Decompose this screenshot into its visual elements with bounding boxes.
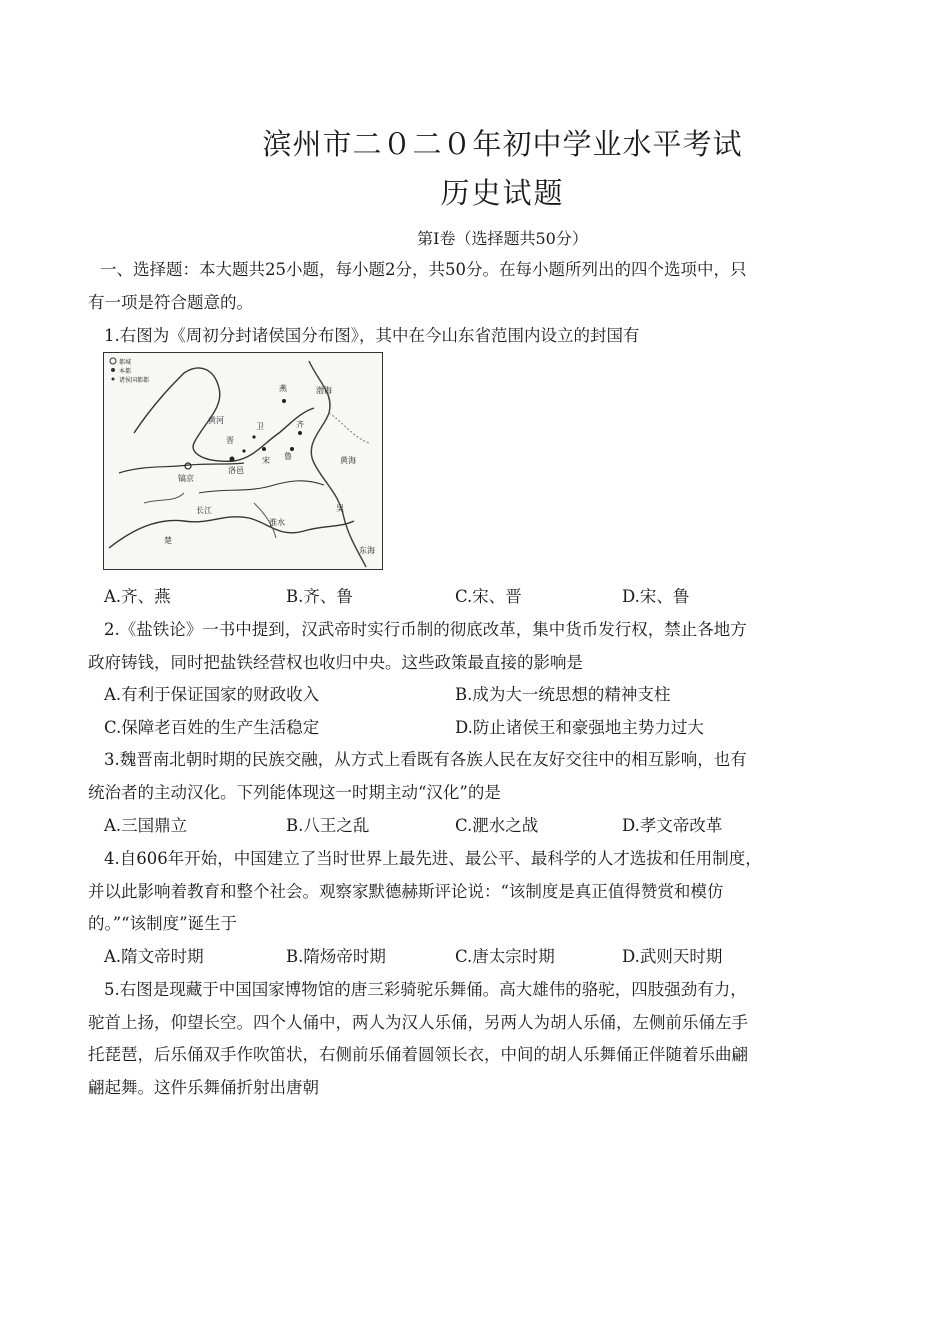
legend-label-city: 本都 [119, 368, 132, 375]
label-lu: 鲁 [284, 452, 292, 461]
q3-option-d[interactable]: D.孝文帝改革 [622, 816, 723, 835]
q3-option-b[interactable]: B.八王之乱 [286, 816, 370, 835]
label-haojing: 镐京 [178, 474, 194, 483]
q4-option-a[interactable]: A.隋文帝时期 [104, 947, 204, 966]
q2-option-c[interactable]: C.保障老百姓的生产生活稳定 [104, 718, 320, 737]
q4-option-d[interactable]: D.武则天时期 [622, 947, 723, 966]
huai-river [199, 481, 324, 493]
label-yan: 燕 [279, 384, 287, 393]
q1-option-d[interactable]: D.宋、鲁 [622, 587, 690, 606]
q3-option-c[interactable]: C.淝水之战 [455, 816, 539, 835]
question-4-stem-line-1: 4.自606年开始，中国建立了当时世界上最先进、最公平、最科学的人才选拔和任用制度， [104, 849, 762, 868]
label-bohai: 渤海 [316, 386, 332, 395]
wei-river [119, 463, 244, 473]
label-yellow-river: 黄河 [208, 416, 224, 425]
section-heading: 第Ⅰ卷（选择题共50分） [417, 229, 588, 248]
label-yangtze: 长江 [196, 506, 212, 515]
question-2-stem-line-1: 2.《盐铁论》一书中提到，汉武帝时实行币制的彻底改革，集中货币发行权，禁止各地方 [104, 620, 747, 639]
label-chu: 楚 [164, 536, 172, 545]
q2-option-b[interactable]: B.成为大一统思想的精神支柱 [455, 685, 671, 704]
map-legend [110, 358, 149, 384]
luoyi-marker [230, 457, 235, 462]
haojing-marker [185, 463, 191, 469]
question-1-stem: 1.右图为《周初分封诸侯国分布图》，其中在今山东省范围内设立的封国有 [104, 326, 640, 345]
q4-option-c[interactable]: C.唐太宗时期 [455, 947, 555, 966]
label-song: 宋 [262, 456, 270, 465]
label-east-sea: 东海 [359, 546, 375, 555]
question-3-stem-line-2: 统治者的主动汉化。下列能体现这一时期主动“汉化”的是 [88, 783, 501, 802]
question-3-stem-line-1: 3.魏晋南北朝时期的民族交融，从方式上看既有各族人民在友好交往中的相互影响，也有 [104, 750, 747, 769]
q3-option-a[interactable]: A.三国鼎立 [104, 816, 188, 835]
q2-option-d[interactable]: D.防止诸侯王和豪强地主势力过大 [455, 718, 704, 737]
yangtze-river [109, 517, 354, 548]
legend-label-fief: 诸侯国都都 [119, 377, 150, 384]
exam-title: 滨州市二０二０年初中学业水平考试 [262, 127, 743, 161]
label-yellow-sea: 黄海 [340, 456, 356, 465]
q2-option-a[interactable]: A.有利于保证国家的财政收入 [104, 685, 320, 704]
zhou-fief-map [103, 352, 383, 570]
q1-option-a[interactable]: A.齐、燕 [104, 587, 171, 606]
question-5-stem-line-1: 5.右图是现藏于中国国家博物馆的唐三彩骑驼乐舞俑。高大雄伟的骆驼，四肢强劲有力， [104, 980, 747, 999]
q4-option-b[interactable]: B.隋炀帝时期 [286, 947, 386, 966]
legend-label-capital: 都城 [119, 359, 132, 366]
question-4-stem-line-3: 的。”“该制度”诞生于 [88, 914, 238, 933]
question-5-stem-line-4: 翩起舞。这件乐舞俑折射出唐朝 [88, 1078, 319, 1097]
exam-subtitle: 历史试题 [440, 176, 565, 210]
q1-option-c[interactable]: C.宋、晋 [455, 587, 522, 606]
question-5-stem-line-3: 托琵琶，后乐俑双手作吹笛状，右侧前乐俑着圆领长衣，中间的胡人乐舞俑正伴随着乐曲翩 [88, 1045, 748, 1064]
question-2-stem-line-2: 政府铸钱，同时把盐铁经营权也收归中央。这些政策最直接的影响是 [88, 653, 583, 672]
label-qi: 齐 [296, 420, 304, 429]
yellow-river [134, 368, 314, 461]
label-wei: 卫 [256, 422, 264, 431]
label-luoyi: 洛邑 [228, 466, 244, 475]
label-huai: 淮水 [269, 518, 285, 527]
instructions-line-1: 一、选择题：本大题共25小题，每小题2分，共50分。在每小题所列出的四个选项中，只 [100, 260, 747, 279]
question-5-stem-line-2: 驼首上扬，仰望长空。四个人俑中，两人为汉人乐俑，另两人为胡人乐俑，左侧前乐俑左手 [88, 1013, 748, 1032]
instructions-line-2: 有一项是符合题意的。 [88, 293, 253, 312]
label-wu: 吴 [336, 504, 344, 513]
label-jin: 晋 [226, 436, 234, 445]
question-4-stem-line-2: 并以此影响着教育和整个社会。观察家默德赫斯评论说：“该制度是真正值得赞赏和模仿 [88, 882, 724, 901]
q1-option-b[interactable]: B.齐、鲁 [286, 587, 353, 606]
